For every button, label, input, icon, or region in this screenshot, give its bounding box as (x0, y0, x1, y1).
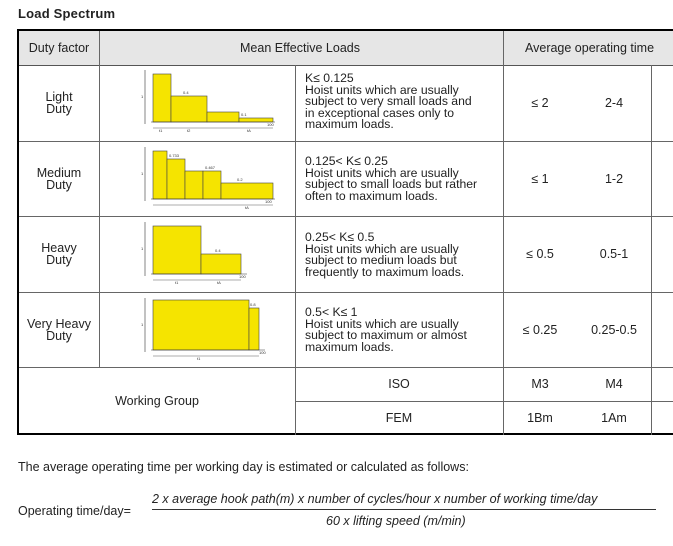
chart-tick: t1 (197, 356, 201, 361)
operating-time-cell: 2-4 (604, 96, 624, 110)
formula-label: Operating time/day= (18, 504, 131, 518)
duty-factor-cell (19, 216, 99, 292)
chart-tick: t1 (175, 280, 179, 285)
duty-factor-name: Duty (46, 253, 72, 267)
iso-label: ISO (388, 377, 410, 391)
formula-denominator: 60 x lifting speed (m/min) (326, 514, 466, 528)
working-group-label: Working Group (115, 394, 199, 408)
header-duty-factor: Duty factor (28, 41, 90, 55)
k-range: 0.25< K≤ 0.5 (305, 230, 375, 244)
chart-tick: 0.2 (237, 177, 243, 182)
duty-factor-cell (19, 292, 99, 367)
desc-line: Hoist units which are usually (305, 316, 459, 331)
chart-tick: 1 (141, 94, 144, 99)
chart-tick: tA (217, 280, 221, 285)
fem-value: 1Bm (527, 411, 553, 425)
k-range: K≤ 0.125 (305, 71, 354, 85)
chart-tick: 0.4 (215, 248, 221, 253)
header-mean-loads: Mean Effective Loads (240, 41, 360, 55)
desc-line: subject to maximum or almost (305, 328, 467, 342)
chart-tick: 0.733 (169, 153, 180, 158)
operating-time-cell: ≤ 0.5 (526, 247, 554, 261)
desc-line: Hoist units which are usually (305, 82, 459, 97)
k-range: 0.5< K≤ 1 (305, 305, 358, 319)
chart-tick: 100 (239, 274, 246, 279)
desc-line: Hoist units which are usually (305, 165, 459, 180)
chart-tick: t1 (159, 128, 163, 133)
duty-factor-cell (19, 141, 99, 216)
operating-time-cell: 0.25-0.5 (591, 322, 637, 337)
desc-line: often to maximum loads. (305, 188, 438, 203)
desc-line: subject to small loads but rather (305, 177, 478, 191)
load-description (305, 307, 467, 353)
desc-line: maximum loads. (305, 117, 394, 131)
load-spectrum-table (17, 29, 673, 435)
duty-factor-name: Duty (46, 102, 72, 116)
load-description (305, 232, 464, 278)
chart-tick: 0.4 (183, 90, 189, 95)
iso-value: M4 (605, 377, 623, 391)
desc-line: in exceptional cases only to (305, 105, 455, 120)
page-title: Load Spectrum (18, 6, 116, 21)
divider (99, 31, 100, 367)
chart-tick: 1 (141, 171, 144, 176)
fem-value: 1Am (601, 411, 627, 425)
chart-tick: 0.1 (241, 112, 247, 117)
load-chart-light (137, 68, 277, 134)
load-chart-heavy (137, 220, 277, 286)
fraction-bar (152, 509, 656, 510)
chart-tick: 1 (141, 246, 144, 251)
desc-line: subject to medium loads but (305, 253, 457, 267)
chart-tick: tA (245, 205, 249, 210)
chart-tick: 100 (259, 350, 266, 355)
duty-factor-cell (19, 65, 99, 141)
operating-time-formula (18, 492, 668, 532)
load-description (305, 73, 472, 131)
operating-time-cell: 0.5-1 (599, 247, 629, 261)
load-description (305, 156, 477, 202)
chart-tick: 100 (265, 199, 272, 204)
desc-line: frequently to maximum loads. (305, 264, 465, 279)
chart-tick: 1 (141, 322, 144, 327)
duty-factor-name: Heavy (41, 241, 77, 255)
desc-line: Hoist units which are usually (305, 241, 459, 256)
note-text: The average operating time per working day is estimated or calculated as follows: (18, 460, 469, 474)
chart-tick: 100 (267, 122, 274, 127)
operating-time-cell: ≤ 0.25 (522, 322, 558, 337)
chart-tick: tA (247, 128, 251, 133)
desc-line: maximum loads. (305, 339, 394, 354)
duty-factor-name: Light (45, 90, 73, 104)
operating-time-cell: 1-2 (604, 171, 624, 186)
formula-numerator: 2 x average hook path(m) x number of cycles/hour x number of working time/day (152, 492, 598, 506)
load-chart-medium (137, 145, 277, 211)
chart-tick: 0.8 (250, 302, 256, 307)
divider (651, 65, 652, 435)
header-avg-time: Average operating time (525, 41, 655, 55)
fem-label: FEM (385, 411, 413, 425)
duty-factor-name: Very Heavy (27, 316, 91, 331)
k-range: 0.125< K≤ 0.25 (305, 154, 388, 168)
operating-time-cell: ≤ 1 (531, 171, 549, 186)
operating-time-cell: ≤ 2 (531, 96, 549, 110)
iso-value: M3 (531, 377, 549, 391)
load-chart-very-heavy (137, 296, 277, 362)
duty-factor-name: Duty (46, 177, 72, 192)
chart-tick: 0.467 (205, 165, 216, 170)
duty-factor-name: Medium (36, 165, 82, 180)
chart-tick: t2 (187, 128, 191, 133)
desc-line: subject to very small loads and (305, 94, 472, 108)
duty-factor-name: Duty (46, 328, 72, 343)
